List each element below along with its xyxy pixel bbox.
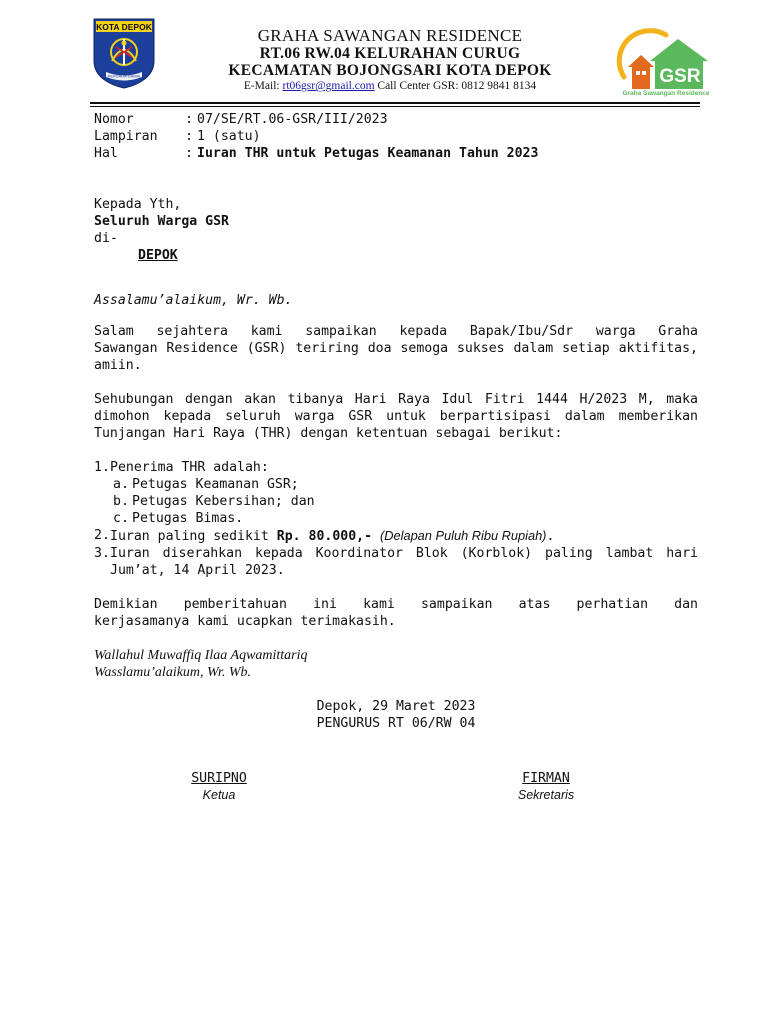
list-item <box>94 527 698 545</box>
list-number: 2. <box>94 528 110 543</box>
list-item <box>94 545 698 579</box>
amount-prefix: Iuran paling sedikit <box>110 529 269 544</box>
meta-colon: : <box>185 112 193 127</box>
sub-list-text: Petugas Bimas. <box>132 511 244 526</box>
paragraph-closing <box>94 596 698 630</box>
recipient-block <box>94 196 698 264</box>
signatory-role: Ketua <box>202 788 236 802</box>
provisions-list <box>94 459 698 579</box>
meta-colon: : <box>185 146 193 161</box>
letter-body <box>94 111 698 810</box>
list-line: Jum’at, 14 April 2023. <box>110 563 285 578</box>
letterhead <box>0 0 768 102</box>
gsr-logo-text: GSR <box>659 66 701 87</box>
email-link[interactable]: rt06gsr@gmail.com <box>282 80 375 92</box>
sub-list-letter: c. <box>113 511 129 526</box>
letterhead-text <box>180 26 600 93</box>
recipient-di: di- <box>94 231 118 246</box>
letterhead-contact <box>180 79 600 93</box>
amount-words: (Delapan Puluh Ribu Rupiah) <box>379 528 547 543</box>
list-text <box>110 527 698 545</box>
salutation-line: Wasslamu’alaikum, Wr. Wb. <box>94 665 251 680</box>
amount-value: Rp. 80.000,- <box>276 529 373 544</box>
salutation <box>94 647 698 681</box>
paragraph-line: Sawangan Residence (GSR) teriring doa semoga sukses dalam setiap aktifitas, <box>94 341 698 356</box>
meta-colon: : <box>185 129 193 144</box>
list-line: Iuran diserahkan kepada Koordinator Blok (Korblok) paling lambat hari <box>110 546 698 561</box>
greeting: Assalamu’alaikum, Wr. Wb. <box>94 293 293 308</box>
paragraph-intro <box>94 323 698 374</box>
meta-value: 1 (satu) <box>197 129 261 144</box>
letterhead-rt-rw: RT.06 RW.04 KELURAHAN CURUG <box>259 45 521 62</box>
signoff <box>94 698 698 732</box>
salutation-line: Wallahul Muwaffiq Ilaa Aqwamittariq <box>94 648 308 663</box>
email-label: E-Mail: <box>243 80 280 92</box>
meta-key: Lampiran <box>94 129 158 144</box>
sub-list-letter: b. <box>113 494 129 509</box>
amount-suffix: . <box>546 529 555 544</box>
gsr-logo-caption: Graha Sawangan Residence <box>622 90 710 97</box>
list-text: Penerima THR adalah: <box>110 460 269 475</box>
list-item <box>94 459 698 476</box>
letterhead-rule-thick <box>90 102 700 104</box>
signatory-role: Sekretaris <box>517 788 575 802</box>
paragraph-line: Salam sejahtera kami sampaikan kepada Bapak/Ibu/Sdr warga Graha <box>94 324 698 339</box>
recipient-city: DEPOK <box>138 248 178 263</box>
paragraph-line: Sehubungan dengan akan tibanya Hari Raya Idul Fitri 1444 H/2023 M, maka <box>94 392 698 407</box>
letter-meta <box>94 111 698 162</box>
meta-row-hal <box>94 145 698 162</box>
meta-value: 07/SE/RT.06-GSR/III/2023 <box>197 112 388 127</box>
recipient-line: Kepada Yth, <box>94 197 182 212</box>
meta-key: Nomor <box>94 112 134 127</box>
list-text <box>110 545 698 579</box>
meta-row-lampiran <box>94 128 698 145</box>
signatures <box>94 770 698 810</box>
signatory-name: SURIPNO <box>191 771 247 786</box>
letterhead-rule-thin <box>90 106 700 107</box>
meta-key: Hal <box>94 146 118 161</box>
paragraph-context <box>94 391 698 442</box>
signature-chair <box>149 770 289 804</box>
call-center-text: Call Center GSR: 0812 9841 8134 <box>377 80 537 92</box>
recipient-name: Seluruh Warga GSR <box>94 214 229 229</box>
paragraph-line: Tunjangan Hari Raya (THR) dengan ketentuan sebagai berikut: <box>94 426 563 441</box>
gsr-logo-icon <box>606 25 718 97</box>
emblem-title: KOTA DEPOK <box>96 22 152 32</box>
paragraph-line: kerjasamanya kami ucapkan terimakasih. <box>94 614 396 629</box>
signoff-org: PENGURUS RT 06/RW 04 <box>316 716 476 731</box>
sub-list-text: Petugas Keamanan GSR; <box>132 477 299 492</box>
sub-list-item <box>94 476 698 493</box>
meta-subject: Iuran THR untuk Petugas Keamanan Tahun 2023 <box>197 146 539 161</box>
list-number: 3. <box>94 546 110 561</box>
paragraph-line: dimohon kepada seluruh warga GSR untuk berpartisipasi dalam memberikan <box>94 409 698 424</box>
paragraph-line: Demikian pemberitahuan ini kami sampaikan atas perhatian dan <box>94 597 698 612</box>
sub-list-text: Petugas Kebersihan; dan <box>132 494 315 509</box>
kota-depok-emblem-icon <box>92 17 156 89</box>
letterhead-district: KECAMATAN BOJONGSARI KOTA DEPOK <box>228 62 552 79</box>
meta-row-nomor <box>94 111 698 128</box>
signatory-name: FIRMAN <box>522 771 570 786</box>
sub-list-letter: a. <box>113 477 129 492</box>
sub-list-item <box>94 510 698 527</box>
sub-list-item <box>94 493 698 510</box>
signature-secretary <box>476 770 616 804</box>
letterhead-title: GRAHA SAWANGAN RESIDENCE <box>257 26 523 45</box>
paragraph-line: amiin. <box>94 358 142 373</box>
emblem-banner: PERSADA DAMAI <box>107 73 141 79</box>
list-number: 1. <box>94 460 110 475</box>
signoff-place-date: Depok, 29 Maret 2023 <box>316 699 476 714</box>
